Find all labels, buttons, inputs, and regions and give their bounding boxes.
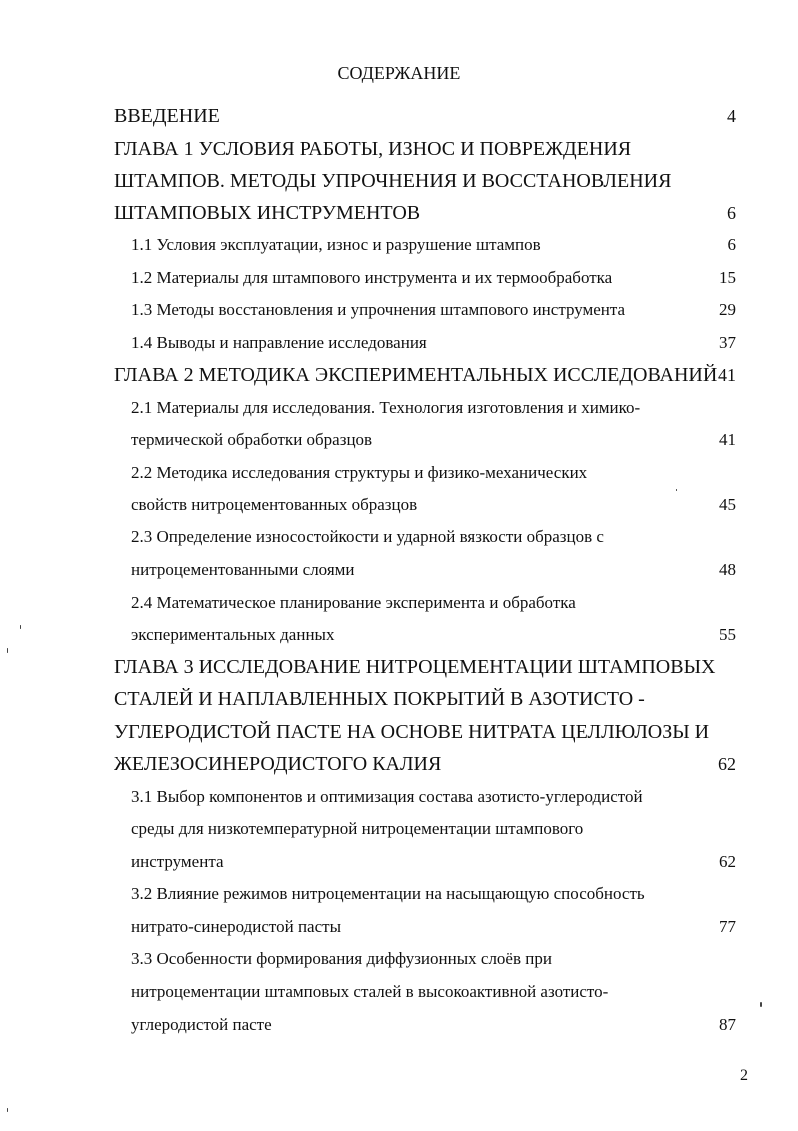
toc-chapter-1-line-2[interactable]: ШТАМПОВ. МЕТОДЫ УПРОЧНЕНИЯ И ВОССТАНОВЛЕНИЯ xyxy=(114,170,672,192)
toc-section-3-2-line-1[interactable]: 3.2 Влияние режимов нитроцементации на насыщающую способность xyxy=(131,884,645,903)
toc-section-2-1-line-1[interactable]: 2.1 Материалы для исследования. Технология изготовления и химико- xyxy=(131,398,641,417)
toc-chapter-2[interactable]: ГЛАВА 2 МЕТОДИКА ЭКСПЕРИМЕНТАЛЬНЫХ ИССЛЕДОВАНИЙ xyxy=(114,364,718,386)
page-number: 2 xyxy=(740,1067,748,1084)
scan-speck xyxy=(676,489,677,491)
toc-section-3-1-line-3[interactable]: инструмента xyxy=(131,852,224,871)
toc-section-3-1-line-2[interactable]: среды для низкотемпературной нитроцементации штампового xyxy=(131,819,584,838)
toc-section-3-3-line-2[interactable]: нитроцементации штамповых сталей в высокоактивной азотисто- xyxy=(131,982,609,1001)
scan-speck xyxy=(760,1002,762,1007)
toc-entry-introduction[interactable]: ВВЕДЕНИЕ xyxy=(114,105,220,127)
toc-page-number: 4 xyxy=(727,106,736,126)
toc-page-number: 41 xyxy=(719,430,736,449)
toc-section-2-4-line-1[interactable]: 2.4 Математическое планирование эксперимента и обработка xyxy=(131,593,576,612)
toc-page-number: 6 xyxy=(727,235,736,254)
toc-page-number: 15 xyxy=(719,268,736,287)
scan-speck xyxy=(7,1108,8,1112)
page-title: СОДЕРЖАНИЕ xyxy=(337,63,461,83)
toc-page-number: 37 xyxy=(719,333,736,352)
toc-section-3-1-line-1[interactable]: 3.1 Выбор компонентов и оптимизация состава азотисто-углеродистой xyxy=(131,787,643,806)
toc-page-number: 87 xyxy=(719,1015,736,1034)
toc-page-number: 62 xyxy=(718,754,736,774)
toc-page-number: 6 xyxy=(727,203,736,223)
toc-page-number: 62 xyxy=(719,852,736,871)
toc-section-2-4-line-2[interactable]: экспериментальных данных xyxy=(131,625,335,644)
toc-section-3-3-line-3[interactable]: углеродистой пасте xyxy=(131,1015,272,1034)
toc-section-2-3-line-2[interactable]: нитроцементованными слоями xyxy=(131,560,355,579)
toc-section-2-3-line-1[interactable]: 2.3 Определение износостойкости и ударной вязкости образцов с xyxy=(131,527,604,546)
toc-page-number: 55 xyxy=(719,625,736,644)
toc-section-1-3[interactable]: 1.3 Методы восстановления и упрочнения штампового инструмента xyxy=(131,300,626,319)
scan-speck xyxy=(7,648,8,653)
toc-page-number: 41 xyxy=(718,365,736,385)
toc-page-number: 48 xyxy=(719,560,736,579)
toc-page-number: 77 xyxy=(719,917,736,936)
toc-section-3-2-line-2[interactable]: нитрато-синеродистой пасты xyxy=(131,917,341,936)
toc-chapter-3-line-2[interactable]: СТАЛЕЙ И НАПЛАВЛЕННЫХ ПОКРЫТИЙ В АЗОТИСТО - xyxy=(114,688,645,710)
toc-chapter-1-line-1[interactable]: ГЛАВА 1 УСЛОВИЯ РАБОТЫ, ИЗНОС И ПОВРЕЖДЕНИЯ xyxy=(114,138,632,160)
toc-chapter-1-line-3[interactable]: ШТАМПОВЫХ ИНСТРУМЕНТОВ xyxy=(114,202,421,224)
toc-section-2-2-line-2[interactable]: свойств нитроцементованных образцов xyxy=(131,495,418,514)
toc-section-2-2-line-1[interactable]: 2.2 Методика исследования структуры и физико-механических xyxy=(131,463,588,482)
toc-section-3-3-line-1[interactable]: 3.3 Особенности формирования диффузионных слоёв при xyxy=(131,949,552,968)
scan-speck xyxy=(20,625,21,629)
toc-section-1-1[interactable]: 1.1 Условия эксплуатации, износ и разрушение штампов xyxy=(131,235,541,254)
toc-chapter-3-line-3[interactable]: УГЛЕРОДИСТОЙ ПАСТЕ НА ОСНОВЕ НИТРАТА ЦЕЛЛЮЛОЗЫ И xyxy=(114,721,710,743)
toc-chapter-3-line-4[interactable]: ЖЕЛЕЗОСИНЕРОДИСТОГО КАЛИЯ xyxy=(114,753,442,775)
toc-section-1-4[interactable]: 1.4 Выводы и направление исследования xyxy=(131,333,427,352)
toc-page-number: 29 xyxy=(719,300,736,319)
toc-section-2-1-line-2[interactable]: термической обработки образцов xyxy=(131,430,373,449)
toc-page-number: 45 xyxy=(719,495,736,514)
toc-section-1-2[interactable]: 1.2 Материалы для штампового инструмента и их термообработка xyxy=(131,268,613,287)
toc-chapter-3-line-1[interactable]: ГЛАВА 3 ИССЛЕДОВАНИЕ НИТРОЦЕМЕНТАЦИИ ШТАМПОВЫХ xyxy=(114,656,716,678)
